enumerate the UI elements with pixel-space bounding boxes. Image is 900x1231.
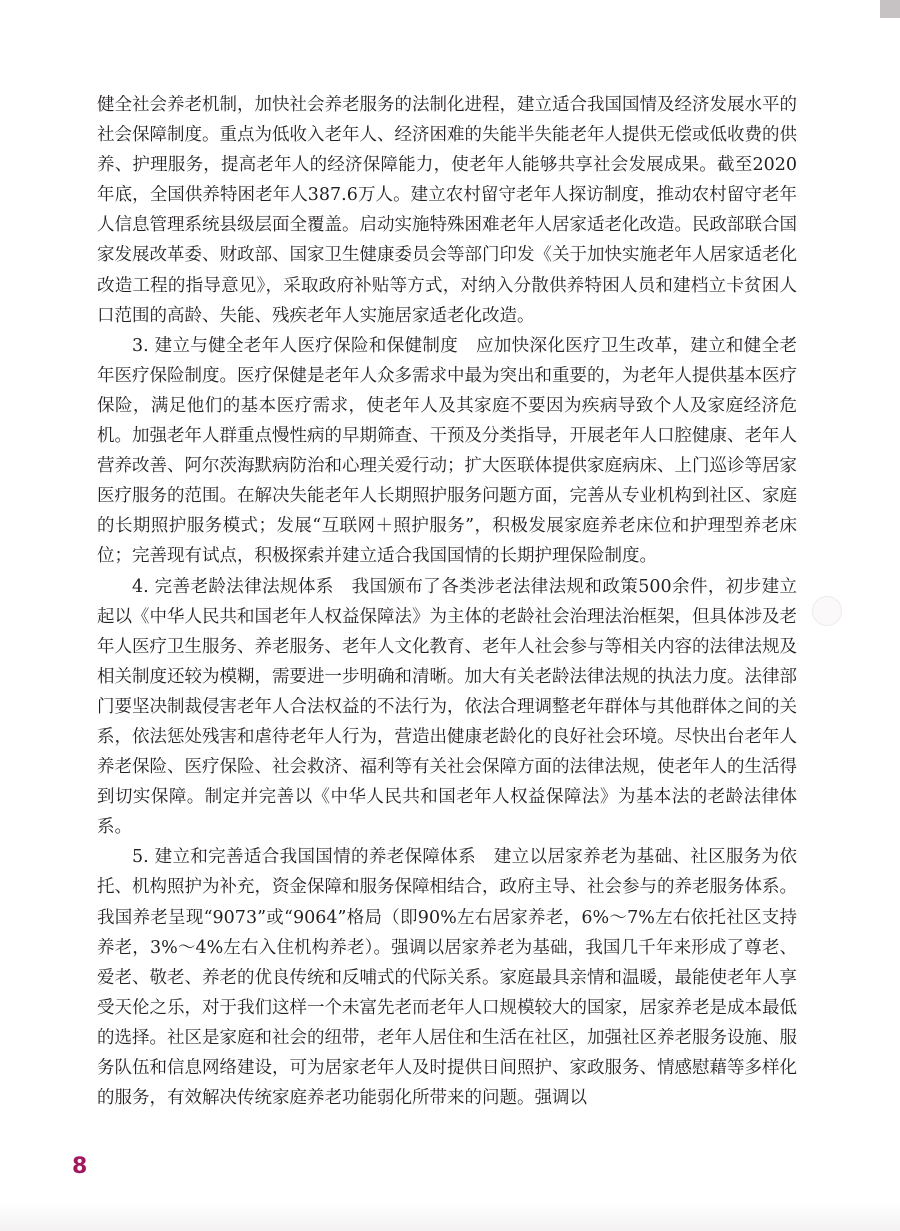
corner-decoration: [880, 0, 900, 18]
paragraph-section-3: 3. 建立与健全老年人医疗保险和保健制度 应加快深化医疗卫生改革，建立和健全老年医疗保险制度。医疗保健是老年人众多需求中最为突出和重要的，为老年人提供基本医疗保险，满足他们的基本医疗需求，使老年人及其家庭不要因为疾病导致个人及家庭经济危机。加强老年人群重点慢性病的早期筛查、干预及分类指导，开展老年人口腔健康、老年人营养改善、阿尔茨海默病防治和心理关爱行动；扩大医联体提供家庭病床、上门巡诊等居家医疗服务的范围。在解决失能老年人长期照护服务问题方面，完善从专业机构到社区、家庭的长期照护服务模式；发展“互联网＋照护服务”，积极发展家庭养老床位和护理型养老床位；完善现有试点，积极探索并建立适合我国国情的长期护理保险制度。: [97, 335, 797, 567]
page-number: 8: [72, 1154, 88, 1179]
page-body: [97, 90, 797, 1113]
margin-watermark: [812, 596, 842, 626]
paragraph-continued: 健全社会养老机制，加快社会养老服务的法制化进程，建立适合我国国情及经济发展水平的社会保障制度。重点为低收入老年人、经济困难的失能半失能老年人提供无偿或低收费的供养、护理服务，提高老年人的经济保障能力，使老年人能够共享社会发展成果。截至2020年底，全国供养特困老年人387.6万人。建立农村留守老年人探访制度，推动农村留守老年人信息管理系统县级层面全覆盖。启动实施特殊困难老年人居家适老化改造。民政部联合国家发展改革委、财政部、国家卫生健康委员会等部门印发《关于加快实施老年人居家适老化改造工程的指导意见》，采取政府补贴等方式，对纳入分散供养特困人员和建档立卡贫困人口范围的高龄、失能、残疾老年人实施居家适老化改造。: [97, 95, 797, 326]
paragraph-section-5: 5. 建立和完善适合我国国情的养老保障体系 建立以居家养老为基础、社区服务为依托、机构照护为补充，资金保障和服务保障相结合，政府主导、社会参与的养老服务体系。我国养老呈现“9073”或“9064”格局（即90%左右居家养老，6%～7%左右依托社区支持养老，3%～4%左右入住机构养老）。强调以居家养老为基础，我国几千年来形成了尊老、爱老、敬老、养老的优良传统和反哺式的代际关系。家庭最具亲情和温暖，最能使老年人享受天伦之乐，对于我们这样一个未富先老而老年人口规模较大的国家，居家养老是成本最低的选择。社区是家庭和社会的纽带，老年人居住和生活在社区，加强社区养老服务设施、服务队伍和信息网络建设，可为居家老年人及时提供日间照护、家政服务、情感慰藉等多样化的服务，有效解决传统家庭养老功能弱化所带来的问题。强调以: [97, 847, 797, 1109]
page-bottom-edge: [0, 1203, 900, 1231]
paragraph-section-4: 4. 完善老龄法律法规体系 我国颁布了各类涉老法律法规和政策500余件，初步建立起以《中华人民共和国老年人权益保障法》为主体的老龄社会治理法治框架，但具体涉及老年人医疗卫生服务、养老服务、老年人文化教育、老年人社会参与等相关内容的法律法规及相关制度还较为模糊，需要进一步明确和清晰。加大有关老龄法律法规的执法力度。法律部门要坚决制裁侵害老年人合法权益的不法行为，依法合理调整老年群体与其他群体之间的关系，依法惩处残害和虐待老年人行为，营造出健康老龄化的良好社会环境。尽快出台老年人养老保险、医疗保险、社会救济、福利等有关社会保障方面的法律法规，使老年人的生活得到切实保障。制定并完善以《中华人民共和国老年人权益保障法》为基本法的老龄法律体系。: [97, 576, 797, 838]
